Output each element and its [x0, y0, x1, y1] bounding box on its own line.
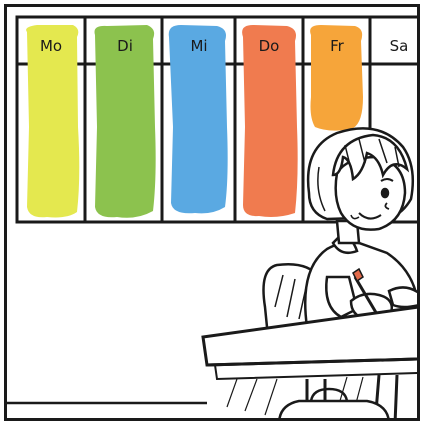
schoolbag: [279, 389, 389, 421]
day-label-monday: Mo: [39, 37, 63, 55]
classroom-illustration: [7, 7, 420, 421]
day-label-saturday: Sa: [389, 37, 409, 55]
day-label-wednesday: Mi: [190, 37, 208, 55]
day-label-tuesday: Di: [117, 37, 133, 55]
student-girl: [305, 128, 419, 337]
day-label-thursday: Do: [258, 37, 280, 55]
comic-panel: [4, 4, 420, 421]
day-label-friday: Fr: [330, 37, 344, 55]
